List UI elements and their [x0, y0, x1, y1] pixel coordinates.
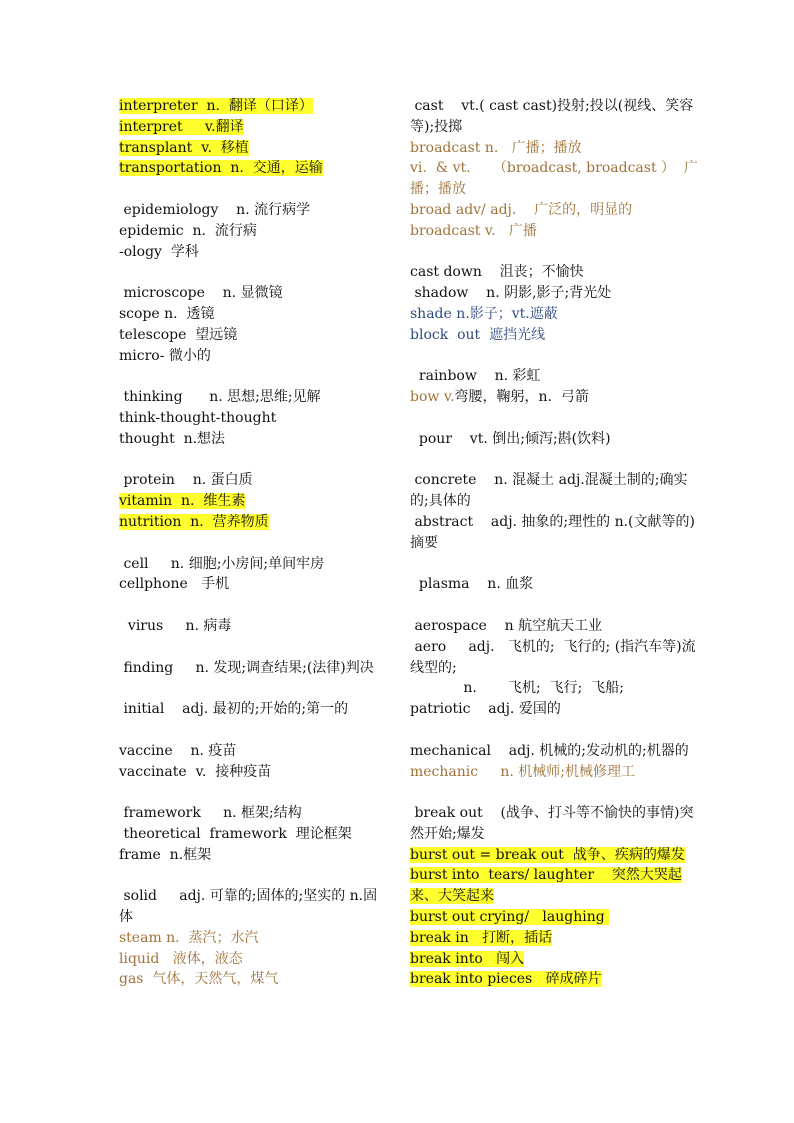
vocab-text: virus n. 病毒 [119, 617, 232, 634]
vocab-text: thought n.想法 [119, 430, 226, 447]
vocab-line [410, 138, 698, 159]
vocab-line [119, 554, 391, 575]
vocab-text: mechanic n. 机械师;机械修理工 [410, 763, 635, 780]
vocab-text: frame n.框架 [119, 846, 212, 863]
vocab-line [119, 283, 391, 304]
vocab-text: micro- 微小的 [119, 347, 211, 364]
blank-line [119, 179, 391, 200]
highlighted-text: transportation n. 交通，运输 [119, 160, 323, 177]
vocab-line [410, 949, 698, 970]
vocab-line [410, 762, 698, 783]
blank-line [119, 450, 391, 471]
vocab-line [410, 158, 698, 200]
vocab-line [119, 491, 391, 512]
vocab-line [119, 886, 391, 928]
highlighted-text: nutrition n. 营养物质 [119, 513, 269, 530]
blank-line [119, 720, 391, 741]
vocab-text: broadcast v. 广播 [410, 222, 537, 239]
vocab-line [119, 117, 391, 138]
vocab-text: break out (战争、打斗等不愉快的事情)突然开始;爆发 [410, 805, 694, 842]
vocab-text: thinking n. 思想;思维;见解 [119, 389, 321, 406]
highlighted-text: burst out = break out 战争、疾病的爆发 [410, 846, 685, 863]
vocab-text: initial adj. 最初的;开始的;第一的 [119, 701, 349, 718]
vocab-text: -ology 学科 [119, 243, 199, 260]
vocab-line [410, 325, 698, 346]
vocab-line [119, 200, 391, 221]
vocab-line [410, 928, 698, 949]
vocab-text: concrete n. 混凝土 adj.混凝土制的;确实的;具体的 [410, 472, 688, 510]
vocab-text: finding n. 发现;调查结果;(法律)判决 [119, 659, 374, 676]
vocab-line [119, 325, 391, 346]
vocab-line [119, 699, 391, 720]
blank-line [119, 533, 391, 554]
blank-line [410, 408, 698, 429]
vocab-text: liquid 液体，液态 [119, 950, 243, 967]
vocab-text: epidemic n. 流行病 [119, 222, 257, 239]
vocab-line [119, 969, 391, 990]
vocab-text: telescope 望远镜 [119, 326, 238, 343]
vocab-line [119, 949, 391, 970]
vocab-line [410, 200, 698, 221]
highlighted-text: interpret v.翻译 [119, 118, 244, 135]
vocab-line [119, 616, 391, 637]
vocab-line [119, 928, 391, 949]
vocab-text: shadow n. 阴影,影子;背光处 [410, 285, 612, 302]
vocab-line [119, 346, 391, 367]
vocab-text: framework n. 框架;结构 [119, 805, 302, 822]
blank-line [119, 865, 391, 886]
vocab-line [410, 221, 698, 242]
vocab-text: pour vt. 倒出;倾泻;斟(饮料) [410, 430, 611, 447]
vocab-text: vi. & vt. （broadcast, broadcast ） 广播；播放 [410, 160, 698, 198]
vocab-text: mechanical adj. 机械的;发动机的;机器的 [410, 742, 689, 759]
vocab-text: solid adj. 可靠的;固体的;坚实的 n.固体 [119, 888, 378, 926]
blank-line [119, 262, 391, 283]
vocab-text: think-thought-thought [119, 409, 277, 426]
vocab-line [410, 741, 698, 762]
blank-line [119, 366, 391, 387]
vocab-line [410, 304, 698, 325]
vocab-line [119, 470, 391, 491]
vocab-text: gas 气体，天然气，煤气 [119, 971, 279, 988]
vocab-line [119, 304, 391, 325]
vocab-line [410, 283, 698, 304]
vocab-line [119, 574, 391, 595]
vocab-text: steam n. 蒸汽；水汽 [119, 929, 259, 946]
vocab-text: protein n. 蛋白质 [119, 472, 253, 489]
vocab-text: vaccinate v. 接种疫苗 [119, 763, 272, 780]
vocab-line [410, 907, 698, 928]
vocab-line [410, 845, 698, 866]
vocab-text: shade n.影子；vt.遮蔽 [410, 305, 558, 322]
highlighted-text: break in 打断，插话 [410, 929, 553, 946]
blank-line [410, 450, 698, 471]
vocab-text: cast vt.( cast cast)投射;投以(视线、笑容等);投掷 [410, 98, 694, 135]
vocab-text: microscope n. 显微镜 [119, 285, 283, 302]
vocab-text: bow v. [410, 389, 455, 406]
blank-line [410, 595, 698, 616]
vocab-text: cell n. 细胞;小房间;单间牢房 [119, 555, 325, 572]
vocab-line [119, 242, 391, 263]
vocab-line [410, 865, 698, 907]
vocab-line [119, 408, 391, 429]
vocab-text: epidemiology n. 流行病学 [119, 201, 311, 218]
vocab-line [410, 969, 698, 990]
vocab-line [410, 574, 698, 595]
vocab-text: cast down 沮丧；不愉快 [410, 264, 584, 281]
blank-line [119, 595, 391, 616]
vocab-text: aero adj. 飞机的; 飞行的; (指汽车等)流线型的; [410, 638, 696, 676]
vocab-text: block out 遮挡光线 [410, 326, 546, 343]
vocab-line [119, 387, 391, 408]
vocab-text: 弯腰，鞠躬，n. 弓箭 [454, 389, 589, 406]
vocab-text: broadcast n. 广播；播放 [410, 139, 582, 156]
vocab-text: broad adv/ adj. 广泛的，明显的 [410, 201, 633, 218]
blank-line [410, 782, 698, 803]
vocab-line [119, 845, 391, 866]
vocab-text: plasma n. 血浆 [410, 576, 534, 593]
right-column [410, 96, 698, 990]
blank-line [410, 242, 698, 263]
highlighted-text: interpreter n. 翻译（口译） [119, 98, 313, 114]
vocab-line [119, 803, 391, 824]
vocab-line [410, 637, 698, 679]
highlighted-text: transplant v. 移植 [119, 139, 249, 156]
blank-line [119, 637, 391, 658]
vocab-line [119, 762, 391, 783]
blank-line [410, 720, 698, 741]
vocab-line [410, 366, 698, 387]
vocab-line [119, 96, 391, 117]
vocab-line [119, 138, 391, 159]
vocab-line [410, 699, 698, 720]
vocab-line [119, 158, 391, 179]
vocab-text: patriotic adj. 爱国的 [410, 701, 561, 718]
vocab-line [410, 470, 698, 512]
blank-line [119, 782, 391, 803]
vocab-line [410, 387, 698, 408]
vocab-line [410, 616, 698, 637]
left-column [119, 96, 391, 990]
vocab-line [119, 824, 391, 845]
vocab-line [410, 262, 698, 283]
vocab-text: vaccine n. 疫苗 [119, 742, 237, 759]
vocab-text: aerospace n 航空航天工业 [410, 617, 603, 634]
vocab-text: cellphone 手机 [119, 576, 230, 593]
highlighted-text: vitamin n. 维生素 [119, 493, 246, 510]
vocab-line [119, 429, 391, 450]
vocab-line [410, 512, 698, 554]
blank-line [410, 554, 698, 575]
vocab-line [119, 512, 391, 533]
highlighted-text: burst into tears/ laughter 突然大哭起来、大笑起来 [410, 867, 682, 905]
vocab-text: abstract adj. 抽象的;理性的 n.(文献等的)摘要 [410, 513, 695, 551]
blank-line [410, 346, 698, 367]
vocab-line [119, 741, 391, 762]
vocab-line [410, 96, 698, 138]
vocab-text: rainbow n. 彩虹 [410, 368, 541, 385]
vocab-line [410, 803, 698, 845]
vocab-text: theoretical framework 理论框架 [119, 825, 352, 842]
vocab-text: scope n. 透镜 [119, 305, 215, 322]
vocab-line [119, 221, 391, 242]
highlighted-text: break into 闯入 [410, 950, 525, 967]
highlighted-text: burst out crying/ laughing [410, 909, 610, 926]
vocab-line [410, 429, 698, 450]
highlighted-text: break into pieces 碎成碎片 [410, 971, 602, 988]
blank-line [119, 678, 391, 699]
vocab-line [410, 678, 698, 699]
vocab-text: n. 飞机; 飞行; 飞船; [410, 680, 624, 697]
vocab-line [119, 658, 391, 679]
